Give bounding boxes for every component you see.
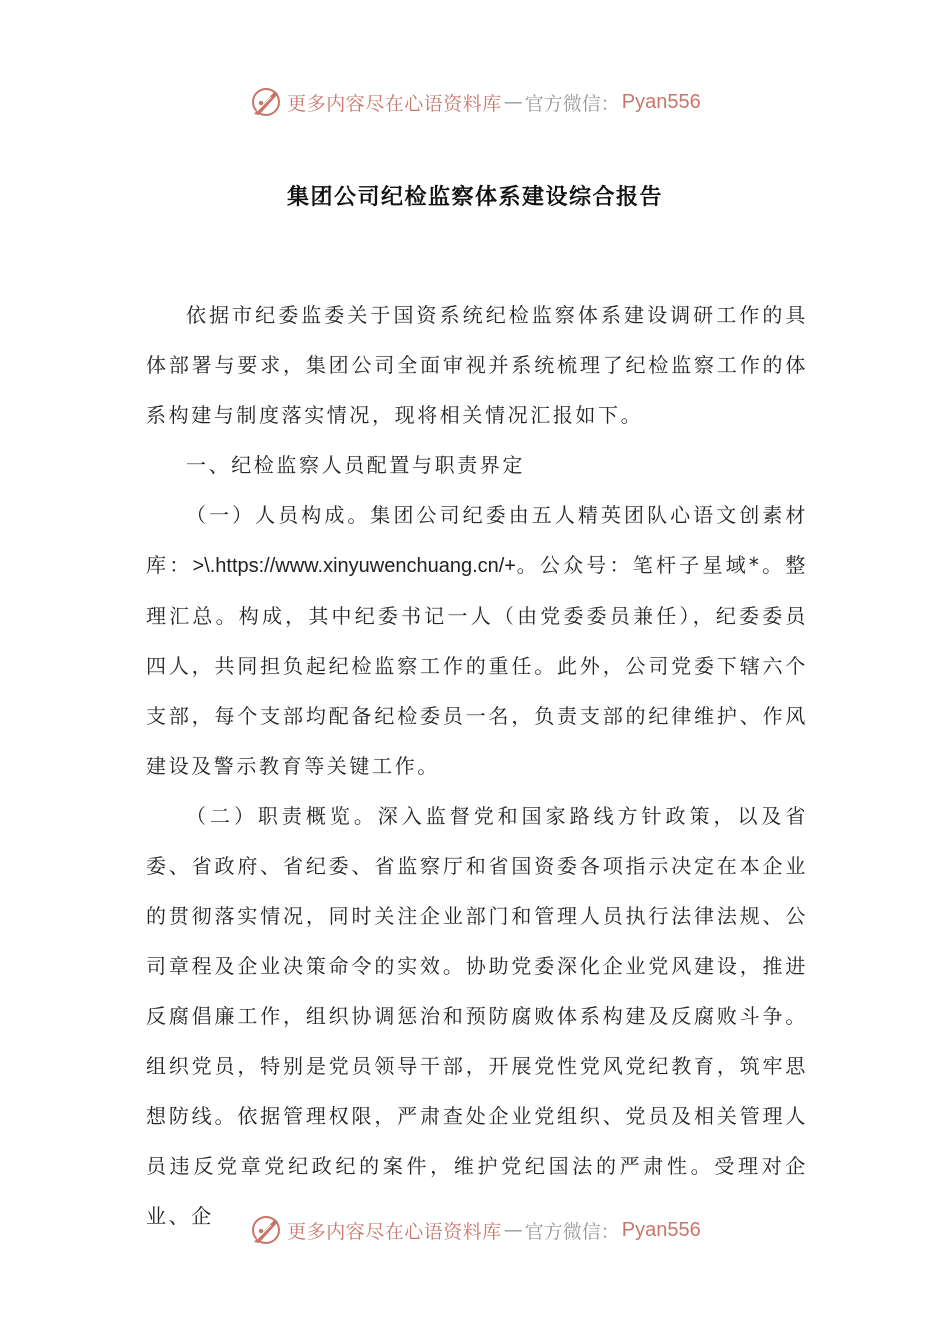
footer-banner [0,1206,950,1254]
personnel-text-start: （一）人员构成。集团公司纪委由五人精英团队心语文创素材库： [146,503,808,577]
document-title: 集团公司纪检监察体系建设综合报告 [286,185,663,210]
personnel-paragraph [146,490,808,791]
banner-wechat-label: 官方微信： [524,1220,620,1243]
personnel-text-rest: 。公众号：笔杆子星域*。整理汇总。构成，其中纪委书记一人（由党委委员兼任），纪委委员四人，共同担负起纪检监察工作的重任。此外，公司党委下辖六个支部，每个支部均配备纪检委员一名，负责支部的纪律维护、作风建设及警示教育等关键工作。 [146,553,808,778]
banner-handle: Pyan556 [621,90,701,113]
website-url: >\.https://www.xinyuwenchuang.cn/+ [192,555,516,577]
intro-paragraph: 依据市纪委监委关于国资系统纪检监察体系建设调研工作的具体部署与要求，集团公司全面审视并系统梳理了纪检监察工作的体系构建与制度落实情况，现将相关情况汇报如下。 [146,303,808,427]
section-heading: 一、纪检监察人员配置与职责界定 [186,453,525,477]
quill-pen-logo-icon [249,85,283,119]
header-banner [0,78,950,126]
banner-wechat-label: 官方微信： [524,92,620,115]
banner-text: 更多内容尽在心语资料库 [287,92,502,115]
document-body [146,290,808,1241]
banner-separator: — [503,1219,523,1241]
banner-handle: Pyan556 [621,1218,701,1241]
banner-text: 更多内容尽在心语资料库 [287,1220,502,1243]
duties-paragraph: （二）职责概览。深入监督党和国家路线方针政策，以及省委、省政府、省纪委、省监察厅和省国资委各项指示决定在本企业的贯彻落实情况，同时关注企业部门和管理人员执行法律法规、公司章程及企业决策命令的实效。协助党委深化企业党风建设，推进反腐倡廉工作，组织协调惩治和预防腐败体系构建及反腐败斗争。组织党员，特别是党员领导干部，开展党性党风党纪教育，筑牢思想防线。依据管理权限，严肃查处企业党组织、党员及相关管理人员违反党章党纪政纪的案件，维护党纪国法的严肃性。受理对企业、企 [146,804,808,1228]
quill-pen-logo-icon [249,1213,283,1247]
banner-separator: — [503,91,523,113]
